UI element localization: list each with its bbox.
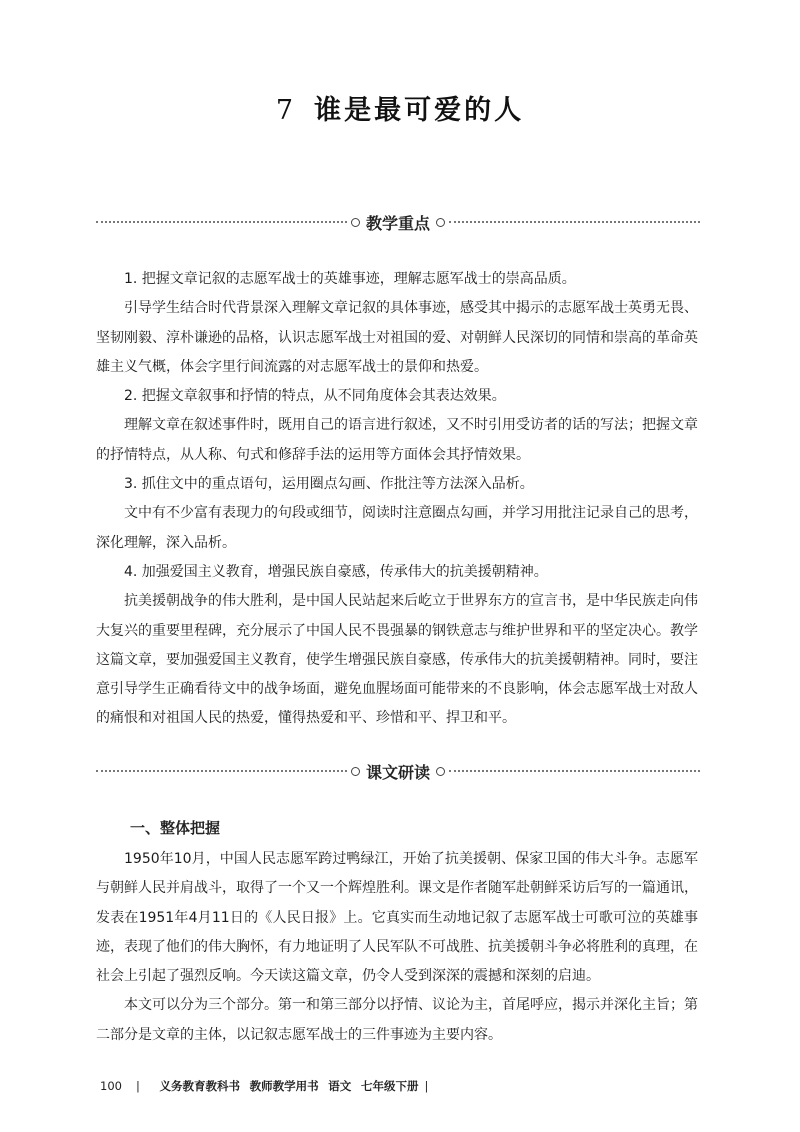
footer-separator-end: | <box>424 1079 429 1093</box>
paragraph: 引导学生结合时代背景深入理解文章记叙的具体事迹，感受其中揭示的志愿军战士英勇无畏、坚韧刚毅、淳朴谦逊的品格，认识志愿军战士对祖国的爱、对朝鲜人民深切的同情和崇高的革命英雄主义气概，体会字里行间流露的对志愿军战士的景仰和热爱。 <box>96 300 698 375</box>
circle-ornament-icon <box>436 218 445 227</box>
footer-series: 义务教育教科书 <box>159 1079 240 1093</box>
lesson-title: 谁是最可爱的人 <box>314 95 525 126</box>
paragraph: 文中有不少富有表现力的句段或细节，阅读时注意圈点勾画，并学习用批注记录自己的思考，深化理解，深入品析。 <box>96 505 698 551</box>
paragraph: 抗美援朝战争的伟大胜利，是中国人民站起来后屹立于世界东方的宣言书，是中华民族走向伟大复兴的重要里程碑，充分展示了中国人民不畏强暴的钢铁意志与维护世界和平的坚定决心。教学这篇文章，要加强爱国主义教育，使学生增强民族自豪感，传承伟大的抗美援朝精神。同时，要注意引导学生正确看待文中的战争场面，避免血腥场面可能带来的不良影响，体会志愿军战士对敌人的痛恨和对祖国人民的热爱，懂得热爱和平、珍惜和平、捍卫和平。 <box>96 593 698 727</box>
paragraph: 1. 把握文章记叙的志愿军战士的英雄事迹，理解志愿军战士的崇高品质。 <box>124 271 576 287</box>
divider <box>96 221 347 223</box>
page-number: 100 <box>100 1079 122 1093</box>
footer-subject: 语文 <box>328 1079 352 1093</box>
paragraph: 1950年10月，中国人民志愿军跨过鸭绿江，开始了抗美援朝、保家卫国的伟大斗争。志愿军与朝鲜人民并肩战斗，取得了一个又一个辉煌胜利。课文是作者随军赴朝鲜采访后写的一篇通讯，发表在1951年4月11日的《人民日报》上。它真实而生动地记叙了志愿军战士可歌可泣的英雄事迹，表现了他们的伟大胸怀，有力地证明了人民军队不可战胜、抗美援朝斗争必将胜利的真理，在社会上引起了强烈反响。今天读这篇文章，仍令人受到深深的震撼和深刻的启迪。 <box>96 851 698 985</box>
section-header-key-points <box>96 210 700 234</box>
lesson-number: 7 <box>275 95 297 126</box>
divider <box>449 770 700 772</box>
circle-ornament-icon <box>436 767 445 776</box>
footer-grade: 七年级下册 <box>360 1079 419 1093</box>
key-points-body <box>96 265 698 734</box>
section-header-text-study <box>96 759 700 783</box>
divider <box>96 770 347 772</box>
divider <box>449 221 700 223</box>
footer-book: 教师教学用书 <box>249 1079 319 1093</box>
paragraph: 4. 加强爱国主义教育，增强民族自豪感，传承伟大的抗美援朝精神。 <box>124 563 548 580</box>
paragraph: 3. 抓住文中的重点语句，运用圈点勾画、作批注等方法深入品析。 <box>124 476 534 493</box>
text-study-body <box>96 845 698 1050</box>
paragraph: 理解文章在叙述事件时，既用自己的语言进行叙述，又不时引用受访者的话的写法；把握文章的抒情特点，从人称、句式和修辞手法的运用等方面体会其抒情效果。 <box>96 417 698 463</box>
subheading: 一、整体把握 <box>130 819 221 837</box>
section-label: 课文研读 <box>366 762 431 782</box>
footer-separator: | <box>135 1079 140 1093</box>
page-title <box>0 88 800 127</box>
page-footer <box>100 1078 428 1094</box>
section-label: 教学重点 <box>366 213 431 233</box>
circle-ornament-icon <box>351 767 360 776</box>
paragraph: 2. 把握文章叙事和抒情的特点，从不同角度体会其表达效果。 <box>124 388 506 405</box>
paragraph: 本文可以分为三个部分。第一和第三部分以抒情、议论为主，首尾呼应，揭示并深化主旨；第二部分是文章的主体，以记叙志愿军战士的三件事迹为主要内容。 <box>96 997 698 1043</box>
circle-ornament-icon <box>351 218 360 227</box>
